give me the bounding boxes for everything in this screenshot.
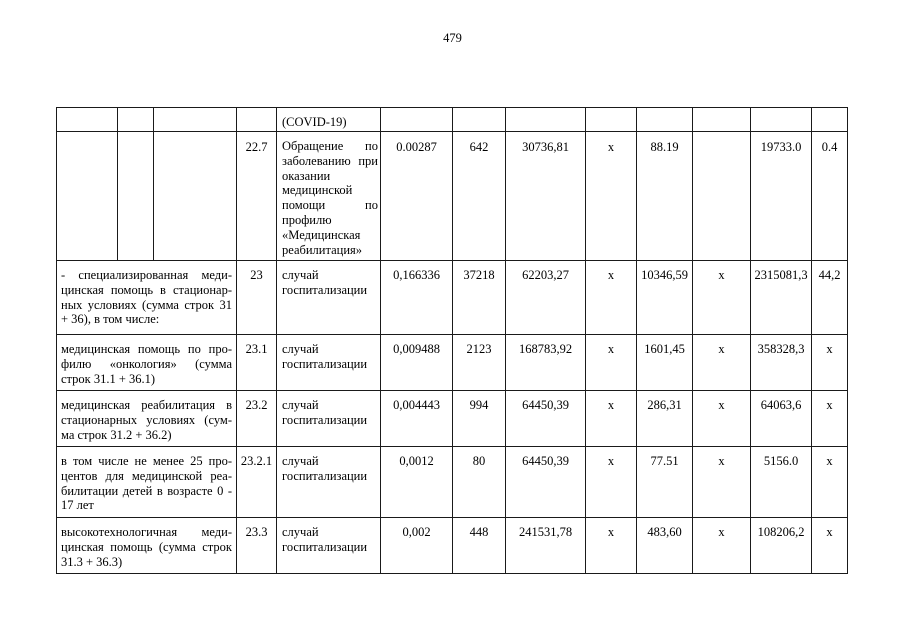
value-cell: х — [812, 335, 848, 391]
unit-line: Обращение по — [282, 139, 378, 153]
value-cell: х — [693, 261, 751, 335]
value-cell: 80 — [453, 447, 506, 518]
value-cell: х — [812, 518, 848, 574]
value-cell: 30736,81 — [506, 132, 586, 261]
value-cell: 483,60 — [637, 518, 693, 574]
value-cell: 77.51 — [637, 447, 693, 518]
unit-line: случай — [282, 525, 319, 539]
empty-cell — [586, 108, 637, 132]
unit-line: помощи по — [282, 198, 378, 213]
row-code-cell: 23.1 — [237, 335, 277, 391]
value-cell: 2315081,3 — [751, 261, 812, 335]
value-cell: 0,166336 — [381, 261, 453, 335]
value-cell: 5156.0 — [751, 447, 812, 518]
value-cell: 642 — [453, 132, 506, 261]
table-row-23-1 — [57, 335, 848, 391]
value-cell: 0.4 — [812, 132, 848, 261]
unit-line: случай — [282, 454, 319, 468]
empty-cell — [506, 108, 586, 132]
unit-line: случай — [282, 342, 319, 356]
value-cell: х — [812, 447, 848, 518]
value-cell: 64063,6 — [751, 391, 812, 447]
value-cell: 88.19 — [637, 132, 693, 261]
row-label-cell — [57, 335, 237, 391]
unit-line: госпитализации — [282, 412, 368, 427]
empty-cell — [812, 108, 848, 132]
value-cell: х — [586, 132, 637, 261]
table-row-23-2-1 — [57, 447, 848, 518]
label-line: - специализированная меди- — [61, 268, 232, 282]
value-cell: 168783,92 — [506, 335, 586, 391]
table-row-covid-continuation — [57, 108, 848, 132]
unit-line: случай — [282, 268, 319, 282]
value-cell: 448 — [453, 518, 506, 574]
value-cell: 0.00287 — [381, 132, 453, 261]
empty-cell — [693, 132, 751, 261]
value-cell: 994 — [453, 391, 506, 447]
label-line: медицинская реабилитация в — [61, 398, 232, 412]
empty-cell — [637, 108, 693, 132]
value-cell: х — [586, 335, 637, 391]
empty-cell — [57, 108, 118, 132]
label-line: ных условиях (сумма строк 31 — [61, 297, 232, 312]
data-table — [56, 107, 848, 574]
label-line: в том числе не менее 25 про- — [61, 454, 232, 468]
unit-line: госпитализации — [282, 356, 368, 371]
row-code-cell: 22.7 — [237, 132, 277, 261]
unit-cell — [277, 132, 381, 261]
empty-cell — [118, 108, 154, 132]
unit-line: госпитализации — [282, 282, 368, 297]
label-line: высокотехнологичная меди- — [61, 525, 232, 539]
value-cell: 1601,45 — [637, 335, 693, 391]
value-cell: х — [693, 391, 751, 447]
unit-cell — [277, 108, 381, 132]
empty-cell — [57, 132, 118, 261]
value-cell: х — [586, 518, 637, 574]
page-number: 479 — [443, 31, 462, 45]
label-line: билитации детей в возрасте 0 - — [61, 483, 232, 498]
unit-line: госпитализации — [282, 539, 368, 554]
empty-cell — [237, 108, 277, 132]
unit-line: профилю — [282, 212, 332, 227]
value-cell: 0,004443 — [381, 391, 453, 447]
unit-cell — [277, 261, 381, 335]
label-line: 31.3 + 36.3) — [61, 554, 123, 569]
value-cell: х — [812, 391, 848, 447]
table-row-23 — [57, 261, 848, 335]
empty-cell — [118, 132, 154, 261]
label-line: цинская помощь в стационар- — [61, 282, 232, 297]
label-line: медицинская помощь по про- — [61, 342, 232, 356]
unit-line: заболеванию при — [282, 153, 378, 168]
label-line: ма строк 31.2 + 36.2) — [61, 427, 172, 442]
value-cell: 0,009488 — [381, 335, 453, 391]
value-cell: 62203,27 — [506, 261, 586, 335]
label-line: стационарных условиях (сум- — [61, 412, 232, 427]
row-label-cell — [57, 261, 237, 335]
value-cell: 64450,39 — [506, 447, 586, 518]
value-cell: 19733.0 — [751, 132, 812, 261]
row-code-cell: 23.3 — [237, 518, 277, 574]
label-line: строк 31.1 + 36.1) — [61, 371, 156, 386]
value-cell: 286,31 — [637, 391, 693, 447]
row-label-cell — [57, 391, 237, 447]
row-code-cell: 23.2.1 — [237, 447, 277, 518]
unit-line: медицинской — [282, 183, 353, 198]
row-code-cell: 23.2 — [237, 391, 277, 447]
value-cell: х — [693, 518, 751, 574]
row-label-cell — [57, 518, 237, 574]
empty-cell — [381, 108, 453, 132]
table-row-23-2 — [57, 391, 848, 447]
value-cell: 2123 — [453, 335, 506, 391]
unit-line: «Медицинская — [282, 227, 361, 242]
empty-cell — [693, 108, 751, 132]
value-cell: х — [586, 447, 637, 518]
value-cell: 37218 — [453, 261, 506, 335]
empty-cell — [154, 132, 237, 261]
value-cell: 0,0012 — [381, 447, 453, 518]
value-cell: 108206,2 — [751, 518, 812, 574]
value-cell: х — [693, 447, 751, 518]
empty-cell — [453, 108, 506, 132]
unit-line: госпитализации — [282, 468, 368, 483]
empty-cell — [154, 108, 237, 132]
row-code-cell: 23 — [237, 261, 277, 335]
table-row-23-3 — [57, 518, 848, 574]
unit-cell — [277, 518, 381, 574]
value-cell: 358328,3 — [751, 335, 812, 391]
label-line: 17 лет — [61, 498, 94, 513]
value-cell: х — [586, 261, 637, 335]
label-line: + 36), в том числе: — [61, 312, 160, 327]
unit-line: реабилитация» — [282, 242, 363, 257]
unit-cell — [277, 391, 381, 447]
label-line: филю «онкология» (сумма — [61, 356, 232, 371]
unit-line: оказании — [282, 168, 331, 183]
value-cell: х — [586, 391, 637, 447]
empty-cell — [751, 108, 812, 132]
unit-line: случай — [282, 398, 319, 412]
unit-line: (COVID-19) — [282, 115, 347, 129]
value-cell: 10346,59 — [637, 261, 693, 335]
row-label-cell — [57, 447, 237, 518]
label-line: центов для медицинской реа- — [61, 468, 232, 483]
value-cell: 241531,78 — [506, 518, 586, 574]
value-cell: х — [693, 335, 751, 391]
unit-cell — [277, 447, 381, 518]
value-cell: 0,002 — [381, 518, 453, 574]
value-cell: 44,2 — [812, 261, 848, 335]
label-line: цинская помощь (сумма строк — [61, 539, 232, 554]
table-row-22-7 — [57, 132, 848, 261]
unit-cell — [277, 335, 381, 391]
value-cell: 64450,39 — [506, 391, 586, 447]
